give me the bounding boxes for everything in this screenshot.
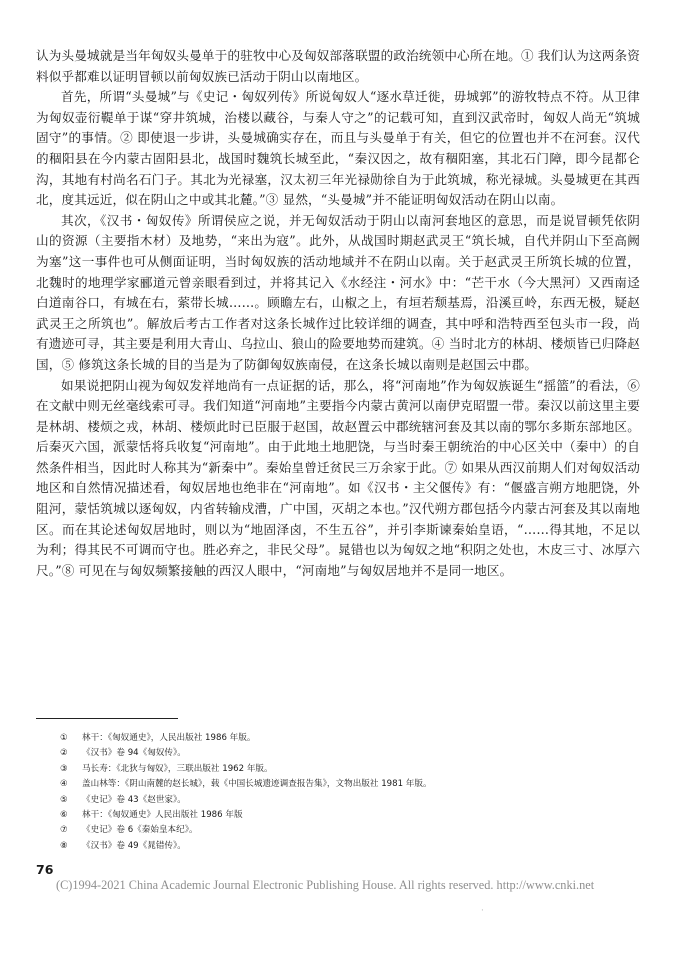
footnote-text: 林干：《匈奴通史》人民出版社 1986 年版: [82, 810, 243, 821]
scan-speck: ·: [481, 906, 484, 916]
footnote-divider: [36, 718, 178, 719]
article-body: [36, 46, 640, 581]
footnote-item: [60, 839, 620, 854]
footnote-mark: ⑧: [60, 840, 68, 851]
footnotes: [60, 731, 620, 854]
footnote-mark: ⑦: [60, 825, 68, 836]
footnote-text: 《史记》卷 43《赵世家》。: [82, 794, 186, 805]
paragraph: 认为头曼城就是当年匈奴头曼单于的驻牧中心及匈奴部落联盟的政治统领中心所在地。① 我们认为这两条资料似乎都难以证明冒顿以前匈奴族已活动于阴山以南地区。: [36, 48, 640, 84]
footnote-text: 马长寿：《北狄与匈奴》，三联出版社 1962 年版。: [82, 763, 273, 774]
copyright-notice: (C)1994-2021 China Academic Journal Electronic Publishing House. All rights reserved. http://www.cnki.net: [56, 878, 595, 892]
footnote-item: [60, 731, 620, 746]
paragraph: 如果说把阴山视为匈奴发祥地尚有一点证据的话，那么，将“河南地”作为匈奴族诞生“摇篮”的看法，⑥ 在文献中则无丝毫线索可寻。我们知道“河南地”主要指今内蒙古黄河以南伊克昭盟一带。秦汉以前这里主要是林胡、楼烦之戎，林胡、楼烦此时已臣服于赵国，故赵置云中郡统辖河套及其以南的鄂尔多斯东部地区。后秦灭六国，派蒙恬将兵收复“河南地”。由于此地土地肥饶，与当时秦王朝统治的中心区关中（秦中）的自然条件相当，因此时人称其为“新秦中”。秦始皇曾迁贫民三万余家于此。⑦ 如果从西汉前期人们对匈奴活动地区和自然情况描述看，匈奴居地也绝非在“河南地”。如《汉书・主父偃传》有：“偃盛言朔方地肥饶，外阻河，蒙恬筑城以逐匈奴，内省转输戍漕，广中国，灭胡之本也。”汉代朔方郡包括今内蒙古河套及其以南地区。而在其论述匈奴居地时，则以为“地固泽卤，不生五谷”，并引李斯谏秦始皇语，“……得其地，不足以为利；得其民不可调而守也。胜必弃之，非民父母”。晁错也以为匈奴之地“积阴之处也，木皮三寸、冰厚六尺。”⑧ 可见在与匈奴频繁接触的西汉人眼中，“河南地”与匈奴居地并不是同一地区。: [36, 377, 640, 578]
footnote-item: [60, 777, 620, 792]
footnote-item: [60, 808, 620, 823]
footnote-mark: ⑥: [60, 810, 68, 821]
footnote-mark: ①: [60, 733, 68, 743]
footnote-item: [60, 793, 620, 808]
page-number: 76: [36, 862, 54, 877]
footnote-text: 《汉书》卷 94《匈奴传》。: [82, 748, 186, 759]
footnote-mark: ④: [60, 779, 68, 790]
footnote-text: 盖山林等：《阴山南麓的赵长城》，载《中国长城遗迹调查报告集》，文物出版社 1981 年版。: [82, 779, 432, 790]
footnote-text: 《史记》卷 6《秦始皇本纪》。: [82, 825, 198, 836]
footnote-mark: ③: [60, 763, 68, 774]
footnote-item: [60, 762, 620, 777]
footnote-mark: ②: [60, 748, 68, 759]
footnote-mark: ⑤: [60, 794, 68, 805]
footnote-item: [60, 746, 620, 761]
paragraph: 首先，所谓“头曼城”与《史记・匈奴列传》所说匈奴人“逐水草迁徙，毋城郭”的游牧特点不符。从卫律为匈奴壶衍鞮单于谋“穿井筑城，治楼以藏谷，与秦人守之”的记载可知，直到汉武帝时，匈奴人尚无“筑城固守”的事情。② 即使退一步讲，头曼城确实存在，而且与头曼单于有关，但它的位置也并不在河套。汉代的稒阳县在今内蒙古固阳县北，战国时魏筑长城至此，“秦汉因之，故有稒阳塞，其北石门障，即今昆都仑沟，其地有村尚名石门子。其北为光禄塞，汉太初三年光禄勋徐自为于此筑城，称光禄城。头曼城更在其西北，度其远近，似在阴山之中或其北麓。”③ 显然，“头曼城”并不能证明匈奴活动在阴山以南。: [36, 89, 640, 208]
paragraph: 其次，《汉书・匈奴传》所谓侯应之说，并无匈奴活动于阴山以南河套地区的意思，而是说冒顿凭依阴山的资源（主要指木材）及地势，“来出为寇”。此外，从战国时期赵武灵王“筑长城，自代并阴山下至高阙为塞”这一事件也可从侧面证明，当时匈奴族的活动地域并不在阴山以南。关于赵武灵王所筑长城的位置，北魏时的地理学家郦道元曾亲眼看到过，并将其记入《水经注・河水》中：“芒干水（今大黑河）又西南迳白道南谷口，有城在右，萦带长城……。顾瞻左右，山椒之上，有垣若颓基焉，沿溪亘岭，东西无极，疑赵武灵王之所筑也”。解放后考古工作者对这条长城作过比较详细的调查，其中呼和浩特西至包头市一段，尚有遗迹可寻，其主要是利用大青山、乌拉山、狼山的险要地势而建筑。④ 当时北方的林胡、楼烦皆已归降赵国，⑤ 修筑这条长城的目的当是为了防御匈奴族南侵，在这条长城以南则是赵国云中郡。: [36, 212, 640, 372]
footnote-text: 林干：《匈奴通史》，人民出版社 1986 年版。: [82, 733, 256, 743]
footnote-item: [60, 823, 620, 838]
footnote-text: 《汉书》卷 49《晁错传》。: [82, 840, 186, 851]
